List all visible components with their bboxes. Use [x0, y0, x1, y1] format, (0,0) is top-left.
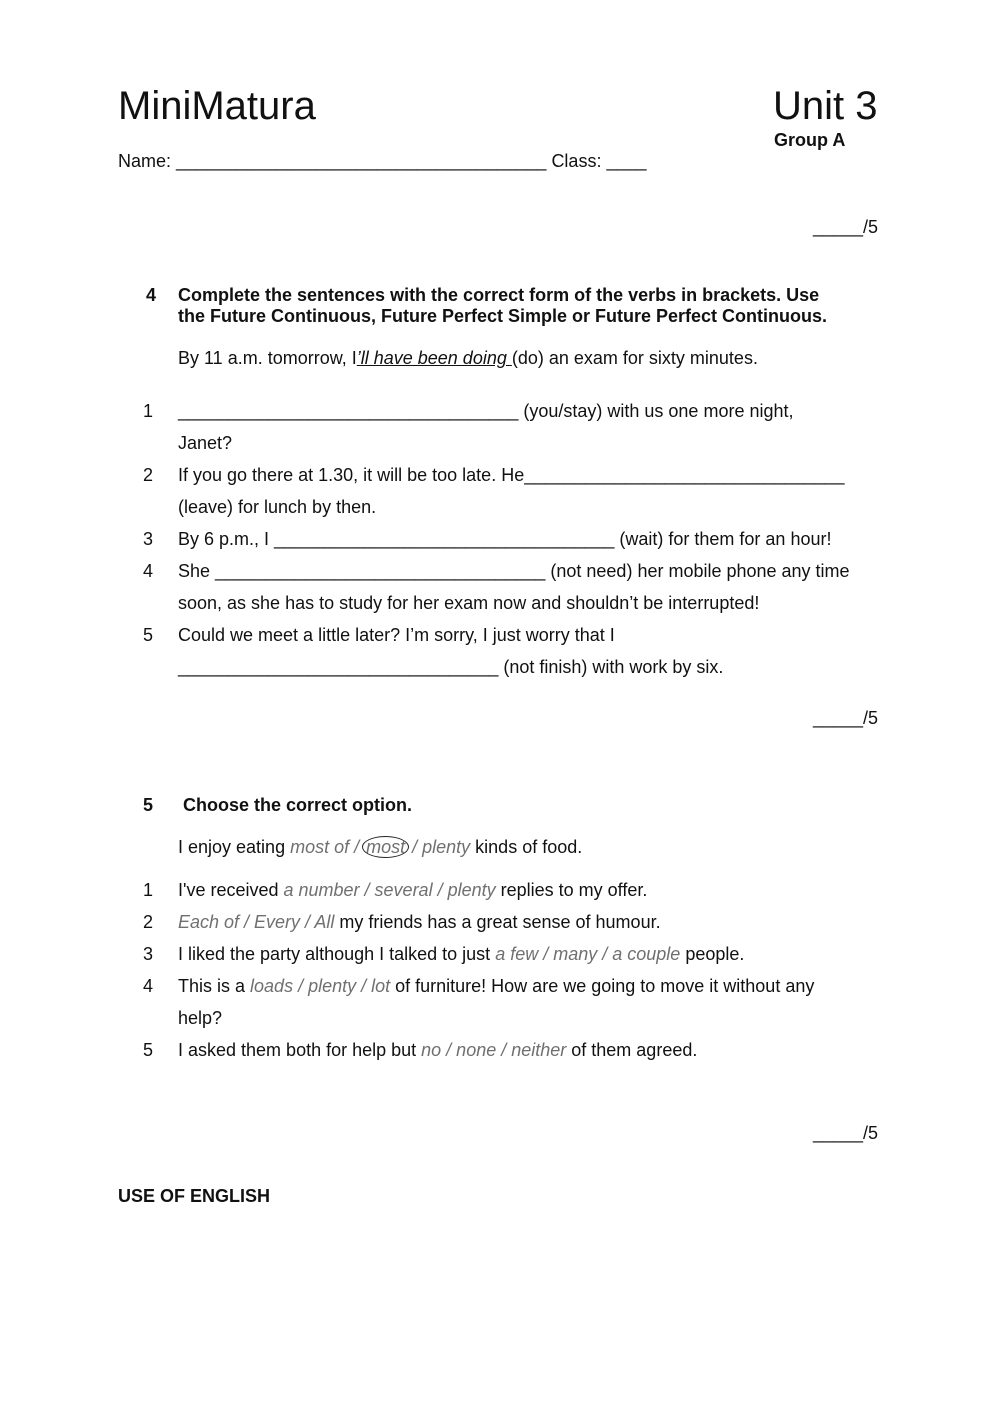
option-choices[interactable]: a few / many / a couple — [495, 944, 681, 964]
exercise-instruction: Choose the correct option. — [183, 795, 413, 815]
fill-in-line[interactable]: ________________________________ (not finish) with work by six. — [178, 657, 724, 677]
item-number: 4 — [143, 976, 154, 996]
example-sentence: By 11 a.m. tomorrow, I’ll have been doing (do) an exam for sixty minutes. — [178, 348, 758, 368]
score-box[interactable]: _____/5 — [813, 1123, 879, 1143]
unit-label: Unit 3 — [773, 84, 878, 128]
fill-in-line[interactable]: By 6 p.m., I __________________________________ (wait) for them for an hour! — [178, 529, 832, 549]
item-text: help? — [178, 1008, 223, 1028]
item-number: 1 — [143, 401, 154, 421]
section-heading: USE OF ENGLISH — [118, 1186, 271, 1206]
circled-answer: most — [362, 836, 409, 858]
item-number: 4 — [143, 561, 154, 581]
exercise-instruction: the Future Continuous, Future Perfect Simple or Future Perfect Continuous. — [178, 306, 828, 326]
worksheet-title: MiniMatura — [118, 84, 316, 128]
item-number: 3 — [143, 529, 154, 549]
item-number: 2 — [143, 465, 154, 485]
group-label: Group A — [774, 130, 846, 150]
exercise-instruction: Complete the sentences with the correct form of the verbs in brackets. Use — [178, 285, 820, 305]
option-choices[interactable]: a number / several / plenty — [283, 880, 496, 900]
option-choices[interactable]: Each of / Every / All — [178, 912, 335, 932]
fill-in-line[interactable]: __________________________________ (you/stay) with us one more night, — [178, 401, 794, 421]
exercise-number: 5 — [143, 795, 154, 815]
option-choices[interactable]: no / none / neither — [421, 1040, 567, 1060]
item-number: 5 — [143, 1040, 154, 1060]
item-number: 2 — [143, 912, 154, 932]
item-text: (leave) for lunch by then. — [178, 497, 377, 517]
example-sentence: I enjoy eating most of / most / plenty kinds of food. — [178, 837, 583, 857]
option-choices[interactable]: loads / plenty / lot — [250, 976, 391, 996]
item-number: 3 — [143, 944, 154, 964]
item-text: Could we meet a little later? I’m sorry, I just worry that I — [178, 625, 615, 645]
name-label: Name: _____________________________________ — [118, 151, 547, 171]
example-answer: ’ll have been doing — [356, 348, 512, 368]
score-box[interactable]: _____/5 — [813, 708, 879, 728]
exercise-number: 4 — [146, 285, 157, 305]
item-text: soon, as she has to study for her exam now and shouldn’t be interrupted! — [178, 593, 760, 613]
class-label: Class: ____ — [551, 151, 647, 171]
name-field[interactable] — [118, 151, 647, 172]
item-number: 1 — [143, 880, 154, 900]
option-sentence: I asked them both for help but no / none / neither of them agreed. — [178, 1040, 698, 1060]
fill-in-line[interactable]: She _________________________________ (not need) her mobile phone any time — [178, 561, 850, 581]
item-number: 5 — [143, 625, 154, 645]
score-box[interactable]: _____/5 — [813, 217, 879, 237]
option-sentence: Each of / Every / All my friends has a great sense of humour. — [178, 912, 661, 932]
option-sentence: This is a loads / plenty / lot of furniture! How are we going to move it without any — [178, 976, 815, 996]
option-sentence: I've received a number / several / plenty replies to my offer. — [178, 880, 648, 900]
item-text: Janet? — [178, 433, 233, 453]
fill-in-line[interactable]: If you go there at 1.30, it will be too late. He________________________________ — [178, 465, 845, 485]
option-sentence: I liked the party although I talked to just a few / many / a couple people. — [178, 944, 745, 964]
